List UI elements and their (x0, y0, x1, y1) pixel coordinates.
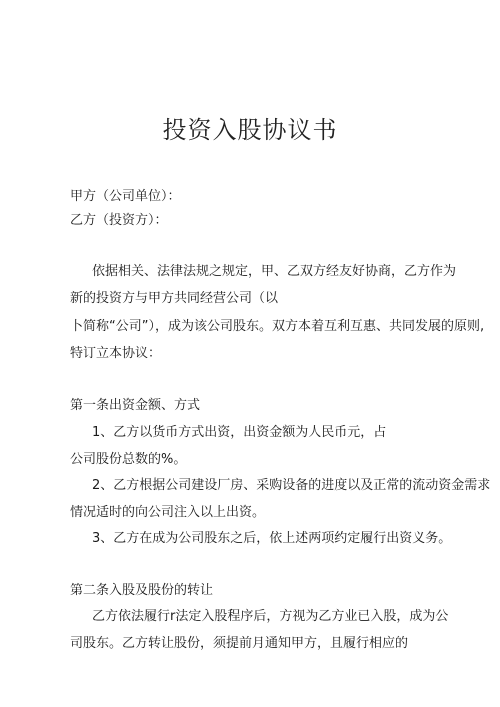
preamble-line-3: 卜简称“公司”），成为该公司股东。双方本着互利互惠、共同发展的原则, (70, 319, 485, 334)
article-2-line-2: 司股东。乙方转让股份，须提前月通知甲方，且履行相应的 (70, 636, 409, 651)
article-1-line-1: 1、乙方以货币方式出资，出资金额为人民币元，占 (92, 425, 387, 440)
preamble-line-2: 新的投资方与甲方共同经营公司（以 (70, 291, 279, 306)
document-title: 投资入股协议书 (162, 116, 338, 144)
party-a-line: 甲方（公司单位）： (70, 189, 181, 204)
article-1-line-2: 公司股份总数的%。 (70, 452, 187, 467)
party-b-line: 乙方（投资方）： (70, 213, 168, 228)
article-1-heading: 第一条出资金额、方式 (70, 398, 201, 413)
article-1-line-5: 3、乙方在成为公司股东之后，依上述两项约定履行出资义务。 (92, 531, 452, 546)
article-2-line-1: 乙方依法履行r法定入股程序后，方视为乙方业已入股，成为公 (92, 609, 449, 624)
preamble-line-4: 特订立本协议： (70, 346, 162, 361)
article-2-heading: 第二条入股及股份的转让 (70, 583, 214, 598)
article-1-line-3: 2、乙方根据公司建设厂房、采购设备的进度以及正常的流动资金需求 (92, 478, 491, 493)
article-1-line-4: 情况适时的向公司注入以上出资。 (70, 505, 266, 520)
preamble-line-1: 依据相关、法律法规之规定，甲、乙双方经友好协商，乙方作为 (92, 264, 457, 279)
